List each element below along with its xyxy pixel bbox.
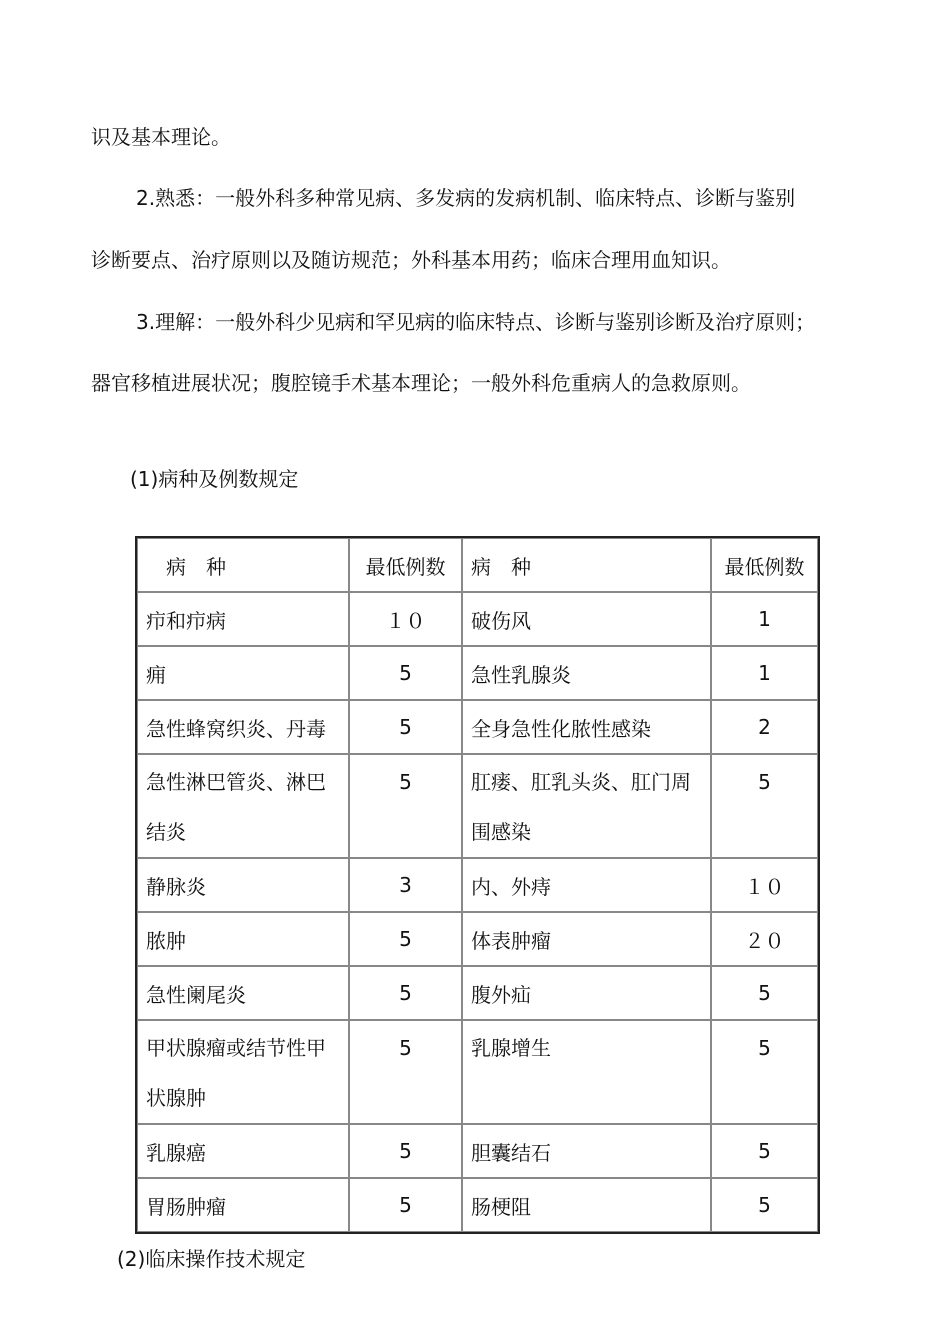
- table-row: [137, 1178, 818, 1232]
- min-cases-cell: 5: [711, 1124, 818, 1178]
- disease-cell: 肛瘘、肛乳头炎、肛门周围感染: [462, 754, 711, 858]
- header-disease-right: 病 种: [462, 538, 711, 592]
- header-min-cases-right: 最低例数: [711, 538, 818, 592]
- paragraph-line-4: 3.理解：一般外科少见病和罕见病的临床特点、诊断与鉴别诊断及治疗原则；: [136, 310, 816, 334]
- disease-cell: 急性乳腺炎: [462, 646, 711, 700]
- disease-cell: 破伤风: [462, 592, 711, 646]
- disease-cell: 痈: [137, 646, 349, 700]
- min-cases-cell: 5: [711, 1178, 818, 1232]
- min-cases-cell: 5: [349, 646, 462, 700]
- disease-cell: 甲状腺瘤或结节性甲状腺肿: [137, 1020, 349, 1124]
- header-disease-left: 病 种: [137, 538, 349, 592]
- min-cases-cell: 5: [349, 912, 462, 966]
- disease-cell: 内、外痔: [462, 858, 711, 912]
- table-row: [137, 592, 818, 646]
- min-cases-cell: 5: [349, 1124, 462, 1178]
- min-cases-cell: 5: [711, 1020, 818, 1124]
- table-row: [137, 858, 818, 912]
- min-cases-cell: 3: [349, 858, 462, 912]
- disease-cell: 急性蜂窝织炎、丹毒: [137, 700, 349, 754]
- min-cases-cell: 5: [349, 700, 462, 754]
- min-cases-cell: 5: [711, 754, 818, 858]
- disease-cell: 全身急性化脓性感染: [462, 700, 711, 754]
- disease-cell: 脓肿: [137, 912, 349, 966]
- table-row: [137, 700, 818, 754]
- disease-cell: 肠梗阻: [462, 1178, 711, 1232]
- disease-cell: 静脉炎: [137, 858, 349, 912]
- min-cases-cell: 5: [349, 966, 462, 1020]
- header-min-cases-left: 最低例数: [349, 538, 462, 592]
- table-header-row: [137, 538, 818, 592]
- disease-cell: 体表肿瘤: [462, 912, 711, 966]
- section-heading-clinical-operations: (2)临床操作技术规定: [117, 1247, 306, 1271]
- min-cases-cell: 5: [349, 1178, 462, 1232]
- paragraph-line-2: 2.熟悉：一般外科多种常见病、多发病的发病机制、临床特点、诊断与鉴别: [136, 186, 796, 210]
- min-cases-cell: ２０: [711, 912, 818, 966]
- paragraph-line-3: 诊断要点、治疗原则以及随访规范；外科基本用药；临床合理用血知识。: [91, 248, 731, 272]
- disease-cell: 急性阑尾炎: [137, 966, 349, 1020]
- min-cases-cell: 1: [711, 646, 818, 700]
- disease-cell: 疖和疖病: [137, 592, 349, 646]
- min-cases-cell: １０: [711, 858, 818, 912]
- min-cases-cell: 5: [349, 1020, 462, 1124]
- disease-cell: 腹外疝: [462, 966, 711, 1020]
- disease-cell: 胆囊结石: [462, 1124, 711, 1178]
- paragraph-line-1: 识及基本理论。: [91, 125, 231, 149]
- section-heading-disease-cases: (1)病种及例数规定: [130, 467, 299, 491]
- paragraph-line-5: 器官移植进展状况；腹腔镜手术基本理论；一般外科危重病人的急救原则。: [91, 371, 751, 395]
- disease-cell: 急性淋巴管炎、淋巴结炎: [137, 754, 349, 858]
- min-cases-cell: 1: [711, 592, 818, 646]
- disease-cell: 胃肠肿瘤: [137, 1178, 349, 1232]
- table-row: [137, 912, 818, 966]
- table-row: [137, 1020, 818, 1124]
- min-cases-cell: 2: [711, 700, 818, 754]
- table-row: [137, 646, 818, 700]
- disease-cell: 乳腺癌: [137, 1124, 349, 1178]
- table-row: [137, 1124, 818, 1178]
- table-row: [137, 966, 818, 1020]
- table-row: [137, 754, 818, 858]
- min-cases-cell: １０: [349, 592, 462, 646]
- min-cases-cell: 5: [349, 754, 462, 858]
- disease-cases-table: [135, 536, 820, 1234]
- min-cases-cell: 5: [711, 966, 818, 1020]
- disease-cell: 乳腺增生: [462, 1020, 711, 1124]
